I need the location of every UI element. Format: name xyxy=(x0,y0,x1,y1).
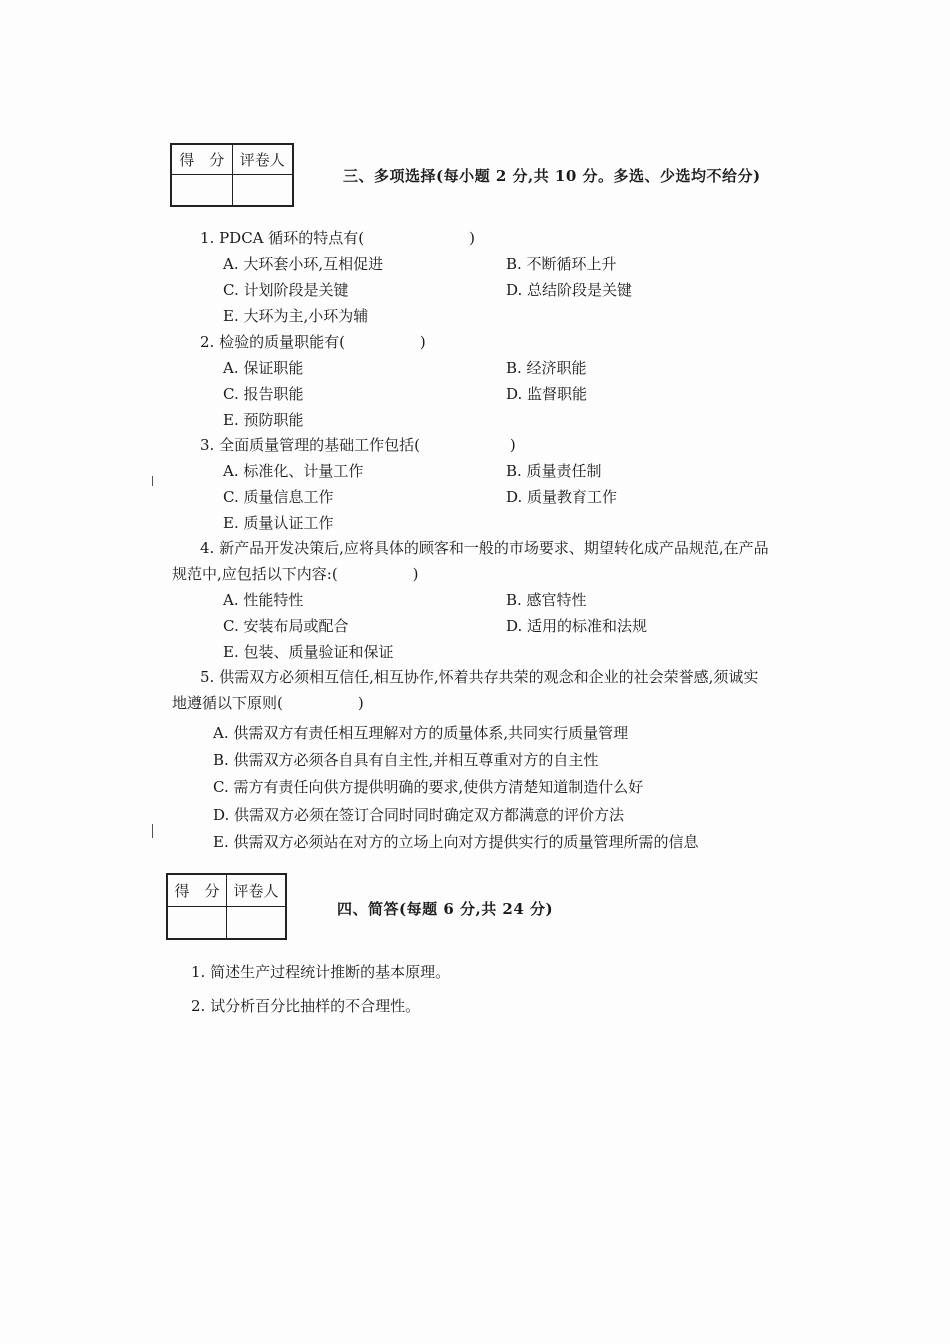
score-cell[interactable] xyxy=(167,906,227,939)
score-label: 得 分 xyxy=(171,144,232,174)
q2-option-b: B. 经济职能 xyxy=(506,359,587,377)
q2-stem: 2. 检验的质量职能有( ) xyxy=(200,333,426,351)
q4-option-c: C. 安装布局或配合 xyxy=(223,617,349,635)
scan-speck xyxy=(152,476,153,486)
q4-option-d: D. 适用的标准和法规 xyxy=(506,617,648,635)
q2-option-c: C. 报告职能 xyxy=(223,385,304,403)
score-label: 得 分 xyxy=(167,874,227,906)
q3-option-c: C. 质量信息工作 xyxy=(223,488,334,506)
grader-cell[interactable] xyxy=(227,906,287,939)
grader-label: 评卷人 xyxy=(227,874,287,906)
score-box-section3 xyxy=(170,143,294,207)
q1-option-c: C. 计划阶段是关键 xyxy=(223,281,349,299)
q5-option-b: B. 供需双方必须各自具有自主性,并相互尊重对方的自主性 xyxy=(213,751,599,769)
q2-option-a: A. 保证职能 xyxy=(223,359,304,377)
scan-speck xyxy=(152,824,153,838)
q5-option-d: D. 供需双方必须在签订合同时同时确定双方都满意的评价方法 xyxy=(213,806,625,824)
q5-stem-line2: 地遵循以下原则( ) xyxy=(172,694,364,712)
q4-stem-line2: 规范中,应包括以下内容:( ) xyxy=(172,565,419,583)
q3-option-d: D. 质量教育工作 xyxy=(506,488,618,506)
q2-option-e: E. 预防职能 xyxy=(223,411,304,429)
q1-option-d: D. 总结阶段是关键 xyxy=(506,281,633,299)
grader-cell[interactable] xyxy=(232,174,293,206)
section4-title: 四、简答(每题 6 分,共 24 分) xyxy=(337,900,554,918)
q3-option-a: A. 标准化、计量工作 xyxy=(223,462,364,480)
q4-option-e: E. 包装、质量验证和保证 xyxy=(223,643,394,661)
grader-label: 评卷人 xyxy=(232,144,293,174)
q3-option-b: B. 质量责任制 xyxy=(506,462,602,480)
q1-option-e: E. 大环为主,小环为辅 xyxy=(223,307,369,325)
q4-option-a: A. 性能特性 xyxy=(223,591,304,609)
q1-option-a: A. 大环套小环,互相促进 xyxy=(223,255,384,273)
q5-option-c: C. 需方有责任向供方提供明确的要求,使供方清楚知道制造什么好 xyxy=(213,778,644,796)
q5-option-e: E. 供需双方必须站在对方的立场上向对方提供实行的质量管理所需的信息 xyxy=(213,833,699,851)
score-box-section4 xyxy=(166,873,287,940)
q1-stem: 1. PDCA 循环的特点有( ) xyxy=(200,229,475,247)
q3-stem: 3. 全面质量管理的基础工作包括( ) xyxy=(200,436,516,454)
short-answer-q1: 1. 简述生产过程统计推断的基本原理。 xyxy=(191,963,451,981)
score-cell[interactable] xyxy=(171,174,232,206)
q5-option-a: A. 供需双方有责任相互理解对方的质量体系,共同实行质量管理 xyxy=(213,724,629,742)
section3-title: 三、多项选择(每小题 2 分,共 10 分。多选、少选均不给分) xyxy=(343,167,761,185)
q1-option-b: B. 不断循环上升 xyxy=(506,255,617,273)
q4-option-b: B. 感官特性 xyxy=(506,591,587,609)
q3-option-e: E. 质量认证工作 xyxy=(223,514,334,532)
q4-stem-line1: 4. 新产品开发决策后,应将具体的顾客和一般的市场要求、期望转化成产品规范,在产品 xyxy=(200,539,769,557)
short-answer-q2: 2. 试分析百分比抽样的不合理性。 xyxy=(191,997,421,1015)
q2-option-d: D. 监督职能 xyxy=(506,385,588,403)
q5-stem-line1: 5. 供需双方必须相互信任,相互协作,怀着共存共荣的观念和企业的社会荣誉感,须诚实 xyxy=(200,668,759,686)
